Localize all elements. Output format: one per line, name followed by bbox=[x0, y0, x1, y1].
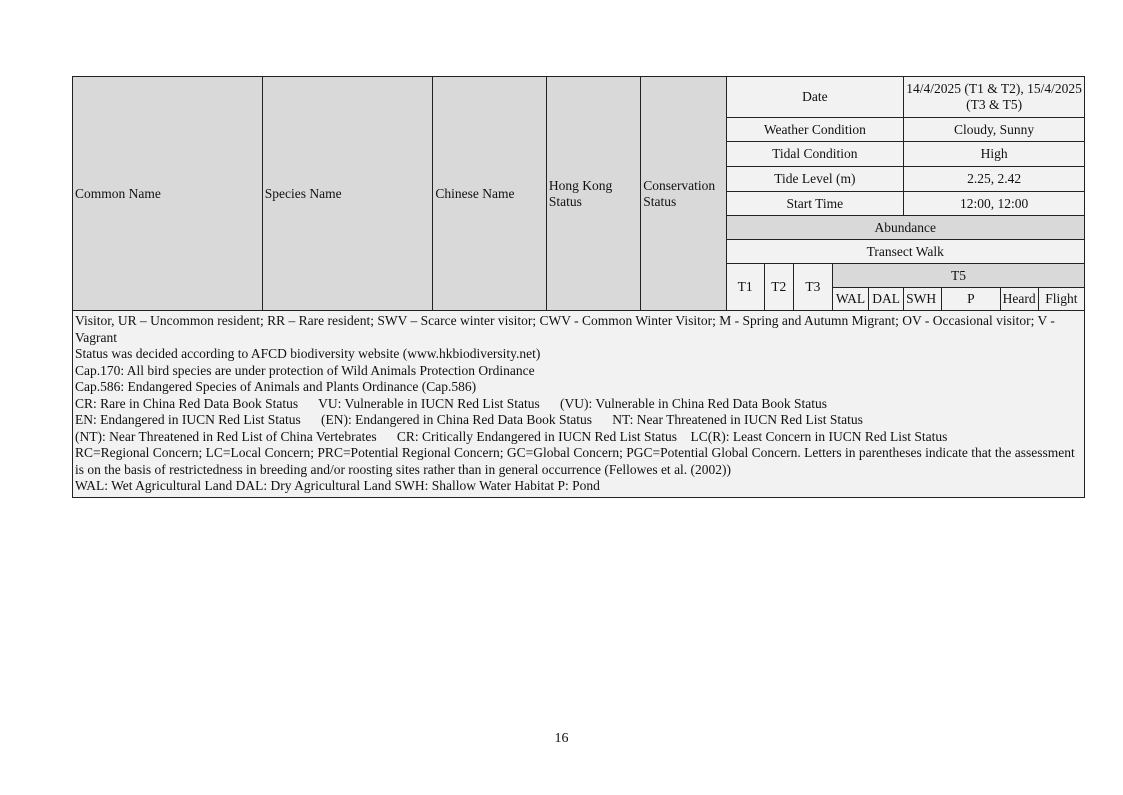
header-chinese-name: Chinese Name bbox=[433, 77, 546, 311]
header-t5-wal: WAL bbox=[832, 288, 868, 311]
header-t5-p: P bbox=[942, 288, 1000, 311]
info-value-tide-level: 2.25, 2.42 bbox=[904, 167, 1085, 192]
info-value-tidal: High bbox=[904, 142, 1085, 167]
note-cap586: Cap.586: Endangered Species of Animals and Plants Ordinance (Cap.586) bbox=[75, 379, 477, 394]
header-t3: T3 bbox=[793, 264, 832, 311]
header-t5-swh: SWH bbox=[904, 288, 942, 311]
header-t5-dal: DAL bbox=[869, 288, 904, 311]
header-species-name: Species Name bbox=[262, 77, 433, 311]
header-t5-heard: Heard bbox=[1000, 288, 1038, 311]
info-value-start-time: 12:00, 12:00 bbox=[904, 192, 1085, 216]
note-status-source: Status was decided according to AFCD biodiversity website (www.hkbiodiversity.net) bbox=[75, 346, 541, 361]
note-visitor: Visitor, UR – Uncommon resident; RR – Rare resident; SWV – Scarce winter visitor; CWV - Common Winter Visitor; M - Spring and Autumn Migrant; OV - Occasional visitor; V - Vagrant bbox=[75, 313, 1055, 345]
header-transect-walk: Transect Walk bbox=[726, 240, 1084, 264]
info-label-date: Date bbox=[726, 77, 904, 118]
info-label-tidal: Tidal Condition bbox=[726, 142, 904, 167]
header-abundance: Abundance bbox=[726, 216, 1084, 240]
page-number: 16 bbox=[554, 731, 569, 746]
header-t1: T1 bbox=[726, 264, 764, 311]
info-label-weather: Weather Condition bbox=[726, 118, 904, 142]
info-value-date: 14/4/2025 (T1 & T2), 15/4/2025 (T3 & T5) bbox=[904, 77, 1085, 118]
note-en-nt: EN: Endangered in IUCN Red List Status (EN): Endangered in China Red Data Book Status NT: Near Threatened in IUCN Red List Status bbox=[75, 412, 863, 427]
header-conservation-status: Conservation Status bbox=[641, 77, 726, 311]
header-common-name: Common Name bbox=[73, 77, 263, 311]
header-t5: T5 bbox=[832, 264, 1084, 288]
note-habitat-codes: WAL: Wet Agricultural Land DAL: Dry Agricultural Land SWH: Shallow Water Habitat P: Pond bbox=[75, 478, 600, 493]
info-value-weather: Cloudy, Sunny bbox=[904, 118, 1085, 142]
note-nt-cr-lc: (NT): Near Threatened in Red List of China Vertebrates CR: Critically Endangered in IUCN Red List Status LC(R): Least Concern in IUCN Red List Status bbox=[75, 428, 948, 444]
info-label-tide-level: Tide Level (m) bbox=[726, 167, 904, 192]
header-t5-flight: Flight bbox=[1038, 288, 1084, 311]
legend-notes bbox=[73, 311, 1085, 498]
bird-survey-table bbox=[72, 76, 1085, 498]
header-hk-status: Hong Kong Status bbox=[546, 77, 640, 311]
info-label-start-time: Start Time bbox=[726, 192, 904, 216]
header-t2: T2 bbox=[764, 264, 793, 311]
note-cr-vu: CR: Rare in China Red Data Book Status VU: Vulnerable in IUCN Red List Status (VU): Vulnerable in China Red Data Book Status bbox=[75, 395, 828, 411]
note-concern-codes: RC=Regional Concern; LC=Local Concern; PRC=Potential Regional Concern; GC=Global Concern; PGC=Potential Global Concern. Letters in parentheses indicate that the assessment is on the basis of restrictedness in breeding and/or roosting sites rather than in general occurrence (Fellowes et al. (2002)) bbox=[75, 445, 1075, 477]
note-cap170: Cap.170: All bird species are under protection of Wild Animals Protection Ordinance bbox=[75, 362, 535, 378]
